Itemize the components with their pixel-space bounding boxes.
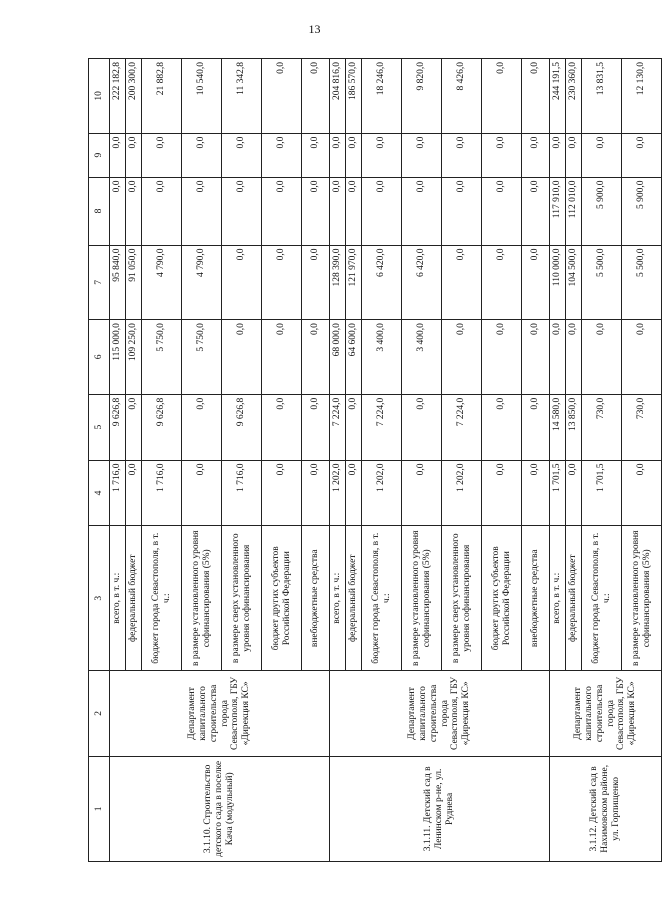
amount-cell: 110 000,0 bbox=[550, 245, 566, 320]
amount-cell: 0,0 bbox=[126, 133, 142, 177]
amount-cell: 0,0 bbox=[522, 245, 550, 320]
amount-cell: 13 850,0 bbox=[566, 394, 582, 460]
amount-cell: 0,0 bbox=[522, 394, 550, 460]
funding-source-cell: всего, в т. ч.: bbox=[110, 526, 126, 671]
amount-cell: 0,0 bbox=[522, 59, 550, 134]
amount-cell: 7 224,0 bbox=[362, 394, 402, 460]
amount-cell: 12 130,0 bbox=[622, 59, 662, 134]
amount-cell: 7 224,0 bbox=[330, 394, 346, 460]
amount-cell: 1 701,5 bbox=[582, 460, 622, 526]
amount-cell: 4 790,0 bbox=[142, 245, 182, 320]
amount-cell: 0,0 bbox=[566, 460, 582, 526]
amount-cell: 0,0 bbox=[346, 133, 362, 177]
budget-table bbox=[88, 58, 662, 862]
amount-cell: 1 202,0 bbox=[362, 460, 402, 526]
amount-cell: 0,0 bbox=[442, 177, 482, 245]
amount-cell: 9 820,0 bbox=[402, 59, 442, 134]
amount-cell: 0,0 bbox=[330, 177, 346, 245]
amount-cell: 21 882,8 bbox=[142, 59, 182, 134]
amount-cell: 0,0 bbox=[482, 59, 522, 134]
funding-source-cell: федеральный бюджет bbox=[566, 526, 582, 671]
amount-cell: 0,0 bbox=[110, 133, 126, 177]
executor-cell: Департамент капитального строительства города Севастополя, ГБУ «Дирекция КС» bbox=[330, 671, 550, 757]
amount-cell: 0,0 bbox=[522, 460, 550, 526]
amount-cell: 0,0 bbox=[302, 245, 330, 320]
amount-cell: 4 790,0 bbox=[182, 245, 222, 320]
amount-cell: 0,0 bbox=[262, 394, 302, 460]
funding-source-cell: бюджет других субъектов Российской Федерации bbox=[482, 526, 522, 671]
amount-cell: 200 300,0 bbox=[126, 59, 142, 134]
amount-cell: 0,0 bbox=[182, 177, 222, 245]
amount-cell: 109 250,0 bbox=[126, 320, 142, 395]
amount-cell: 0,0 bbox=[522, 177, 550, 245]
amount-cell: 0,0 bbox=[302, 59, 330, 134]
amount-cell: 0,0 bbox=[566, 320, 582, 395]
amount-cell: 0,0 bbox=[142, 133, 182, 177]
funding-source-cell: федеральный бюджет bbox=[346, 526, 362, 671]
amount-cell: 0,0 bbox=[482, 320, 522, 395]
amount-cell: 0,0 bbox=[302, 394, 330, 460]
amount-cell: 0,0 bbox=[302, 177, 330, 245]
executor-cell: Департамент капитального строительства города Севастополя, ГБУ «Дирекция КС» bbox=[550, 671, 662, 757]
amount-cell: 104 500,0 bbox=[566, 245, 582, 320]
amount-cell: 730,0 bbox=[622, 394, 662, 460]
amount-cell: 0,0 bbox=[182, 133, 222, 177]
amount-cell: 1 716,0 bbox=[222, 460, 262, 526]
amount-cell: 5 750,0 bbox=[142, 320, 182, 395]
funding-source-cell: в размере сверх установленного уровня софинансирования bbox=[222, 526, 262, 671]
amount-cell: 0,0 bbox=[110, 177, 126, 245]
amount-cell: 6 420,0 bbox=[362, 245, 402, 320]
amount-cell: 112 010,0 bbox=[566, 177, 582, 245]
column-header: 4 bbox=[89, 460, 110, 526]
amount-cell: 0,0 bbox=[302, 320, 330, 395]
amount-cell: 0,0 bbox=[482, 394, 522, 460]
amount-cell: 0,0 bbox=[482, 133, 522, 177]
amount-cell: 128 390,0 bbox=[330, 245, 346, 320]
column-header: 10 bbox=[89, 59, 110, 134]
amount-cell: 0,0 bbox=[566, 133, 582, 177]
column-header: 9 bbox=[89, 133, 110, 177]
amount-cell: 0,0 bbox=[550, 320, 566, 395]
amount-cell: 0,0 bbox=[182, 460, 222, 526]
amount-cell: 204 816,0 bbox=[330, 59, 346, 134]
amount-cell: 6 420,0 bbox=[402, 245, 442, 320]
object-name-cell: 3.1.11. Детский сад в Ленинском р-не, ул. Руднева bbox=[330, 756, 550, 861]
column-header: 3 bbox=[89, 526, 110, 671]
amount-cell: 0,0 bbox=[622, 320, 662, 395]
amount-cell: 0,0 bbox=[302, 133, 330, 177]
amount-cell: 1 716,0 bbox=[110, 460, 126, 526]
column-header: 7 bbox=[89, 245, 110, 320]
amount-cell: 230 360,0 bbox=[566, 59, 582, 134]
funding-source-cell: в размере сверх установленного уровня софинансирования bbox=[442, 526, 482, 671]
amount-cell: 0,0 bbox=[362, 177, 402, 245]
amount-cell: 0,0 bbox=[622, 460, 662, 526]
amount-cell: 0,0 bbox=[482, 245, 522, 320]
amount-cell: 0,0 bbox=[622, 133, 662, 177]
amount-cell: 1 701,5 bbox=[550, 460, 566, 526]
amount-cell: 3 400,0 bbox=[362, 320, 402, 395]
column-header: 1 bbox=[89, 756, 110, 861]
amount-cell: 222 182,8 bbox=[110, 59, 126, 134]
amount-cell: 10 540,0 bbox=[182, 59, 222, 134]
amount-cell: 0,0 bbox=[222, 177, 262, 245]
funding-source-cell: бюджет города Севастополя, в т. ч.: bbox=[582, 526, 622, 671]
amount-cell: 5 500,0 bbox=[582, 245, 622, 320]
amount-cell: 0,0 bbox=[442, 245, 482, 320]
amount-cell: 0,0 bbox=[222, 133, 262, 177]
amount-cell: 13 831,5 bbox=[582, 59, 622, 134]
amount-cell: 95 840,0 bbox=[110, 245, 126, 320]
funding-source-cell: внебюджетные средства bbox=[522, 526, 550, 671]
funding-source-cell: внебюджетные средства bbox=[302, 526, 330, 671]
amount-cell: 0,0 bbox=[302, 460, 330, 526]
amount-cell: 0,0 bbox=[346, 394, 362, 460]
header-row bbox=[89, 59, 110, 862]
amount-cell: 0,0 bbox=[262, 460, 302, 526]
amount-cell: 244 191,5 bbox=[550, 59, 566, 134]
amount-cell: 68 000,0 bbox=[330, 320, 346, 395]
amount-cell: 5 750,0 bbox=[182, 320, 222, 395]
amount-cell: 1 202,0 bbox=[330, 460, 346, 526]
amount-cell: 5 500,0 bbox=[622, 245, 662, 320]
table-row bbox=[550, 59, 566, 862]
amount-cell: 0,0 bbox=[522, 133, 550, 177]
amount-cell: 0,0 bbox=[262, 177, 302, 245]
table-row bbox=[330, 59, 346, 862]
amount-cell: 0,0 bbox=[522, 320, 550, 395]
amount-cell: 0,0 bbox=[126, 177, 142, 245]
funding-source-cell: в размере установленного уровня софинансирования (5%) bbox=[622, 526, 662, 671]
amount-cell: 5 900,0 bbox=[622, 177, 662, 245]
object-name-cell: 3.1.12. Детский сад в Нахимовском районе, ул. Горпищенко bbox=[550, 756, 662, 861]
amount-cell: 9 626,8 bbox=[142, 394, 182, 460]
amount-cell: 18 246,0 bbox=[362, 59, 402, 134]
amount-cell: 0,0 bbox=[402, 133, 442, 177]
amount-cell: 1 202,0 bbox=[442, 460, 482, 526]
page-number: 13 bbox=[308, 22, 321, 36]
table-body bbox=[110, 59, 662, 862]
amount-cell: 0,0 bbox=[126, 394, 142, 460]
column-header: 6 bbox=[89, 320, 110, 395]
amount-cell: 0,0 bbox=[442, 320, 482, 395]
amount-cell: 8 426,0 bbox=[442, 59, 482, 134]
amount-cell: 0,0 bbox=[482, 177, 522, 245]
amount-cell: 0,0 bbox=[582, 320, 622, 395]
object-name-cell: 3.1.10. Строительство детского сада в поселке Кача (модульный) bbox=[110, 756, 330, 861]
amount-cell: 64 600,0 bbox=[346, 320, 362, 395]
amount-cell: 5 900,0 bbox=[582, 177, 622, 245]
amount-cell: 0,0 bbox=[346, 460, 362, 526]
amount-cell: 0,0 bbox=[142, 177, 182, 245]
amount-cell: 0,0 bbox=[222, 245, 262, 320]
amount-cell: 11 342,8 bbox=[222, 59, 262, 134]
amount-cell: 1 716,0 bbox=[142, 460, 182, 526]
amount-cell: 0,0 bbox=[262, 133, 302, 177]
column-header: 8 bbox=[89, 177, 110, 245]
funding-source-cell: в размере установленного уровня софинансирования (5%) bbox=[182, 526, 222, 671]
amount-cell: 9 626,8 bbox=[110, 394, 126, 460]
amount-cell: 121 970,0 bbox=[346, 245, 362, 320]
executor-cell: Департамент капитального строительства города Севастополя, ГБУ «Дирекция КС» bbox=[110, 671, 330, 757]
amount-cell: 730,0 bbox=[582, 394, 622, 460]
amount-cell: 0,0 bbox=[262, 320, 302, 395]
amount-cell: 0,0 bbox=[362, 133, 402, 177]
amount-cell: 0,0 bbox=[262, 59, 302, 134]
amount-cell: 0,0 bbox=[582, 133, 622, 177]
amount-cell: 0,0 bbox=[262, 245, 302, 320]
amount-cell: 0,0 bbox=[550, 133, 566, 177]
budget-table-rotated bbox=[88, 58, 652, 862]
amount-cell: 117 910,0 bbox=[550, 177, 566, 245]
funding-source-cell: бюджет города Севастополя, в т. ч.: bbox=[362, 526, 402, 671]
amount-cell: 0,0 bbox=[402, 177, 442, 245]
amount-cell: 0,0 bbox=[330, 133, 346, 177]
amount-cell: 0,0 bbox=[442, 133, 482, 177]
amount-cell: 0,0 bbox=[402, 394, 442, 460]
funding-source-cell: всего, в т. ч.: bbox=[550, 526, 566, 671]
amount-cell: 0,0 bbox=[222, 320, 262, 395]
amount-cell: 115 000,0 bbox=[110, 320, 126, 395]
funding-source-cell: федеральный бюджет bbox=[126, 526, 142, 671]
funding-source-cell: в размере установленного уровня софинансирования (5%) bbox=[402, 526, 442, 671]
funding-source-cell: бюджет города Севастополя, в т. ч.: bbox=[142, 526, 182, 671]
amount-cell: 0,0 bbox=[126, 460, 142, 526]
table-row bbox=[110, 59, 126, 862]
amount-cell: 9 626,8 bbox=[222, 394, 262, 460]
amount-cell: 0,0 bbox=[402, 460, 442, 526]
amount-cell: 0,0 bbox=[346, 177, 362, 245]
amount-cell: 14 580,0 bbox=[550, 394, 566, 460]
amount-cell: 0,0 bbox=[482, 460, 522, 526]
column-header: 5 bbox=[89, 394, 110, 460]
amount-cell: 7 224,0 bbox=[442, 394, 482, 460]
amount-cell: 91 050,0 bbox=[126, 245, 142, 320]
amount-cell: 0,0 bbox=[182, 394, 222, 460]
column-header: 2 bbox=[89, 671, 110, 757]
funding-source-cell: всего, в т. ч.: bbox=[330, 526, 346, 671]
amount-cell: 3 400,0 bbox=[402, 320, 442, 395]
funding-source-cell: бюджет других субъектов Российской Федерации bbox=[262, 526, 302, 671]
amount-cell: 186 570,0 bbox=[346, 59, 362, 134]
